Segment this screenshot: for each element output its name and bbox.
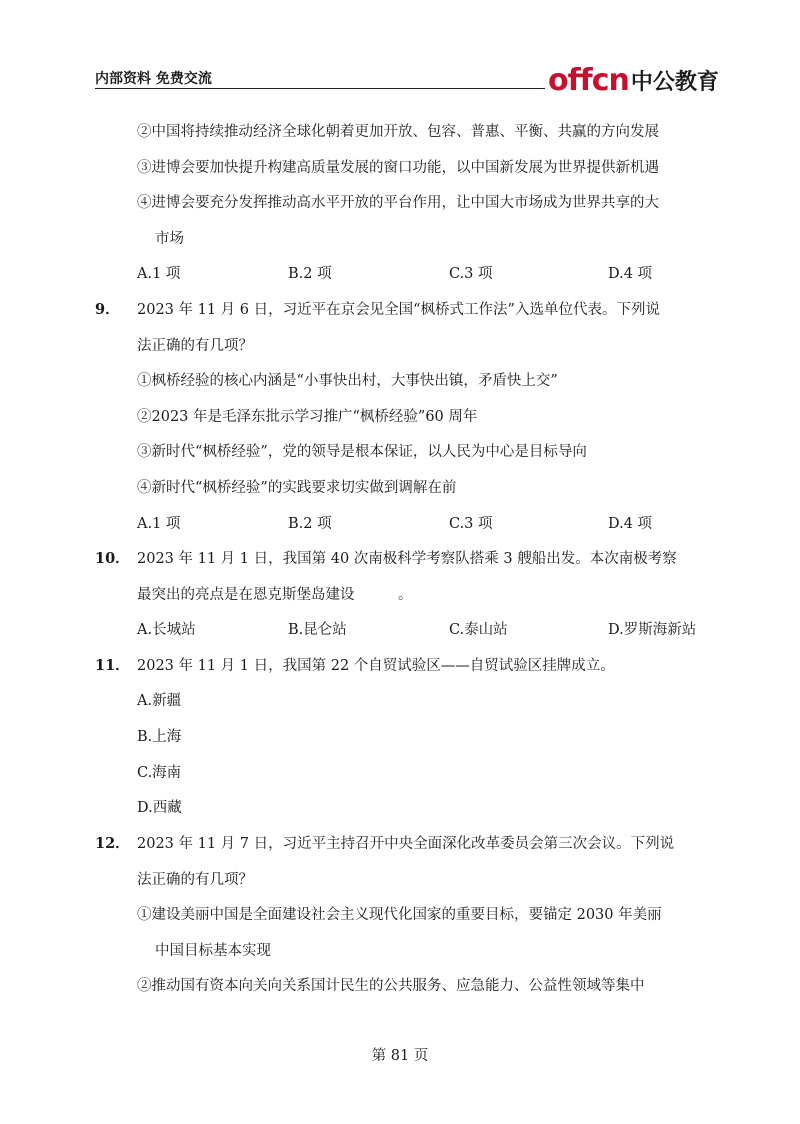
prev-item-3: ③进博会要加快提升构建高质量发展的窗口功能，以中国新发展为世界提供新机遇 — [137, 160, 659, 176]
q12-item-1-line2: 中国目标基本实现 — [155, 943, 271, 959]
q10-number: 10． — [95, 550, 130, 567]
prev-option-a: A.1 项 — [137, 266, 181, 282]
prev-option-b: B.2 项 — [288, 266, 332, 282]
offcn-logo — [548, 58, 719, 98]
q12-number: 12． — [95, 835, 130, 852]
prev-option-c: C.3 项 — [449, 266, 493, 282]
q9-option-c: C.3 项 — [449, 516, 493, 532]
q9-option-d: D.4 项 — [608, 516, 653, 532]
logo-latin: offcn — [548, 63, 629, 98]
q12-item-1-line1: ①建设美丽中国是全面建设社会主义现代化国家的重要目标，要锚定 2030 年美丽 — [137, 907, 662, 923]
q9-item-3: ③新时代“枫桥经验”，党的领导是根本保证，以人民为中心是目标导向 — [137, 444, 587, 460]
prev-option-d: D.4 项 — [608, 266, 653, 282]
header-rule — [95, 88, 545, 89]
page-number: 第 81 页 — [371, 1048, 429, 1064]
prev-item-2: ②中国将持续推动经济全球化朝着更加开放、包容、普惠、平衡、共赢的方向发展 — [137, 124, 659, 140]
q11-number: 11． — [95, 657, 130, 674]
q9-number: 9． — [95, 301, 120, 318]
q10-stem-line1: 2023 年 11 月 1 日，我国第 40 次南极科学考察队搭乘 3 艘船出发。本次南极考察 — [137, 551, 677, 567]
q12-item-2-line1: ②推动国有资本向关向关系国计民生的公共服务、应急能力、公益性领域等集中 — [137, 978, 645, 994]
q11-option-a: A.新疆 — [137, 693, 182, 709]
q12-stem-line2: 法正确的有几项？ — [137, 872, 253, 888]
q10-stem-line2: 最突出的亮点是在恩克斯堡岛建设 。 — [137, 587, 413, 603]
q10-option-b: B.昆仑站 — [288, 622, 347, 638]
q10-option-c: C.泰山站 — [449, 622, 508, 638]
q12-stem-line1: 2023 年 11 月 7 日，习近平主持召开中央全面深化改革委员会第三次会议。下列说 — [137, 836, 675, 852]
q9-item-2: ②2023 年是毛泽东批示学习推广“枫桥经验”60 周年 — [137, 409, 478, 425]
prev-item-4-line2: 市场 — [155, 231, 184, 247]
q11-stem-line1: 2023 年 11 月 1 日，我国第 22 个自贸试验区——自贸试验区挂牌成立。 — [137, 658, 615, 674]
q9-item-1: ①枫桥经验的核心内涵是“小事快出村，大事快出镇，矛盾快上交” — [137, 373, 558, 389]
logo-cn: 中公教育 — [630, 70, 719, 95]
q11-option-b: B.上海 — [137, 729, 182, 745]
q11-option-d: D.西藏 — [137, 800, 182, 816]
q9-stem-line2: 法正确的有几项？ — [137, 338, 253, 354]
q9-option-b: B.2 项 — [288, 516, 332, 532]
q9-item-4: ④新时代“枫桥经验”的实践要求切实做到调解在前 — [137, 480, 457, 496]
header-label: 内部资料 免费交流 — [95, 71, 212, 87]
q10-option-d: D.罗斯海新站 — [608, 622, 697, 638]
q11-option-c: C.海南 — [137, 765, 182, 781]
prev-item-4-line1: ④进博会要充分发挥推动高水平开放的平台作用，让中国大市场成为世界共享的大 — [137, 195, 659, 211]
q9-option-a: A.1 项 — [137, 516, 181, 532]
q9-stem-line1: 2023 年 11 月 6 日，习近平在京会见全国“枫桥式工作法”入选单位代表。下列说 — [137, 302, 660, 318]
q10-option-a: A.长城站 — [137, 622, 196, 638]
